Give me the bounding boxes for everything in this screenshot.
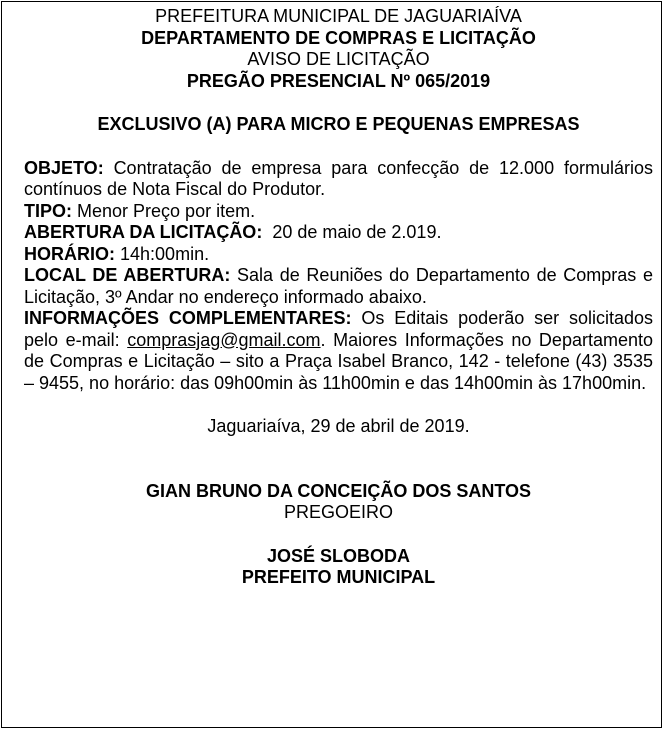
abertura-paragraph	[24, 222, 653, 244]
tipo-paragraph	[24, 201, 653, 223]
local-paragraph	[24, 265, 653, 308]
header-department: DEPARTAMENTO DE COMPRAS E LICITAÇÃO	[141, 27, 536, 48]
abertura-label: ABERTURA DA LICITAÇÃO:	[24, 222, 263, 242]
signature-name-pregoeiro: GIAN BRUNO DA CONCEIÇÃO DOS SANTOS	[145, 480, 532, 501]
signature-role-prefeito: PREFEITO MUNICIPAL	[241, 567, 436, 587]
informacoes-paragraph	[24, 308, 653, 394]
horario-text: 14h:00min.	[120, 243, 210, 264]
informacoes-text-after: . Maiores Informações no Departamento de Compras e Licitação – sito a Praça Isabel Branco, 142 - telefone (43) 3535 – 9455, no horário: das 09h00min às 11h00min e das 14h00min às 17h00min.	[24, 329, 653, 393]
objeto-paragraph	[24, 158, 653, 201]
local-label: LOCAL DE ABERTURA:	[24, 265, 231, 285]
header-municipality: PREFEITURA MUNICIPAL DE JAGUARIAÍVA	[155, 6, 522, 26]
local-text: Sala de Reuniões do Departamento de Compras e Licitação, 3º Andar no endereço informado abaixo.	[24, 265, 653, 307]
informacoes-label: INFORMAÇÕES COMPLEMENTARES:	[24, 308, 352, 328]
abertura-text: 20 de maio de 2.019.	[272, 222, 442, 242]
horario-paragraph	[24, 244, 653, 266]
notice-body	[24, 6, 653, 589]
tipo-text: Menor Preço por item.	[77, 200, 256, 221]
objeto-label: OBJETO:	[24, 157, 104, 178]
exclusive-notice: EXCLUSIVO (A) PARA MICRO E PEQUENAS EMPRESAS	[97, 114, 580, 134]
header-process-number: PREGÃO PRESENCIAL Nº 065/2019	[186, 70, 491, 91]
tipo-label: TIPO:	[24, 200, 72, 221]
informacoes-text-before: Os Editais poderão ser solicitados pelo e-mail:	[24, 308, 653, 350]
horario-label: HORÁRIO:	[24, 243, 115, 264]
objeto-text: Contratação de empresa para confecção de 12.000 formulários contínuos de Nota Fiscal do Produtor.	[24, 157, 653, 199]
header-notice-type: AVISO DE LICITAÇÃO	[247, 49, 430, 69]
email-link[interactable]: comprasjag@gmail.com	[127, 329, 321, 350]
date-line: Jaguariaíva, 29 de abril de 2019.	[207, 416, 470, 436]
signature-role-pregoeiro: PREGOEIRO	[283, 502, 394, 522]
signature-name-prefeito: JOSÉ SLOBODA	[266, 545, 411, 566]
